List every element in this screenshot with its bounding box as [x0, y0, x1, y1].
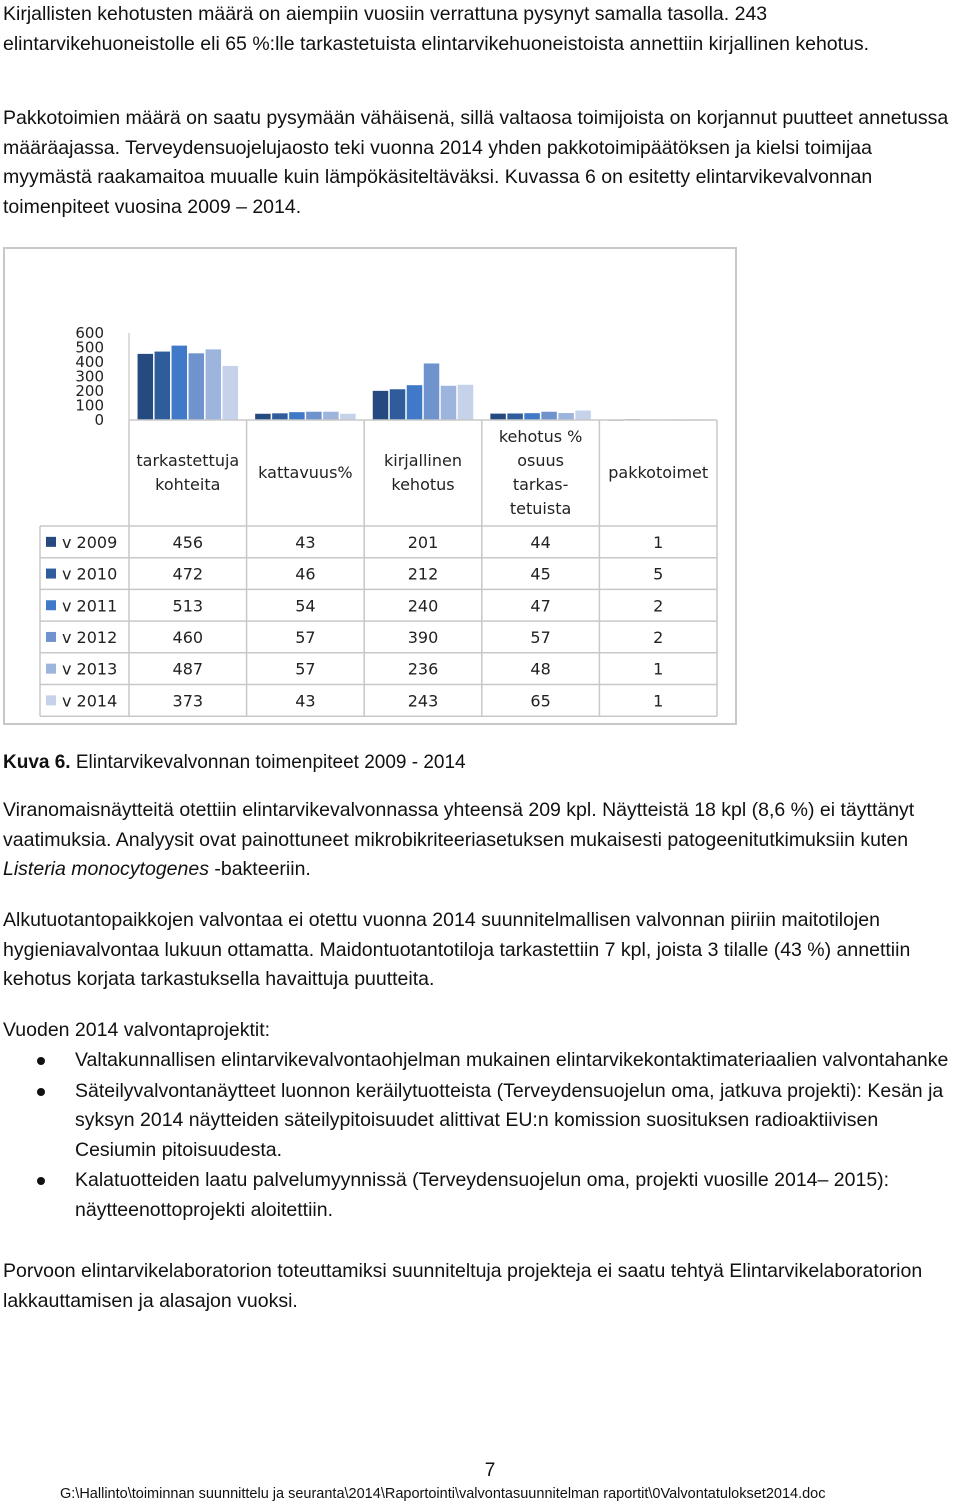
category-label: osuus [517, 451, 564, 470]
bar [524, 413, 540, 420]
p3-italic: Listeria monocytogenes [3, 858, 209, 881]
bar [441, 386, 457, 420]
bar-chart-with-data-table [5, 249, 735, 723]
legend-series-name: v 2009 [62, 532, 118, 552]
bar [306, 412, 322, 420]
data-value-label: 201 [407, 532, 439, 552]
data-value-label: 460 [172, 627, 204, 647]
data-value-label: 46 [295, 564, 316, 584]
category-label: kattavuus% [258, 463, 353, 482]
bar [373, 391, 389, 420]
caption-text: Elintarvikevalvonnan toimenpiteet 2009 - 2014 [70, 752, 466, 773]
legend-swatch [46, 600, 56, 610]
data-value-label: 243 [407, 691, 439, 711]
bar [541, 412, 557, 420]
data-value-label: 57 [295, 659, 316, 679]
data-value-label: 472 [172, 564, 204, 584]
bar [289, 412, 305, 420]
chart-figure [3, 247, 737, 725]
bullet-dot-icon [37, 1088, 45, 1096]
bar [424, 363, 440, 420]
bar [458, 385, 474, 420]
data-value-label: 43 [295, 532, 316, 552]
y-tick-label: 100 [75, 396, 104, 415]
p3-text-b: -bakteeriin. [208, 858, 311, 881]
category-label: kehotus % [498, 427, 583, 446]
y-tick-label: 500 [75, 338, 104, 357]
bar [155, 352, 171, 420]
list-item [0, 1046, 955, 1076]
bar [575, 411, 591, 420]
y-tick-label: 300 [75, 367, 104, 386]
paragraph-laboratorio: Porvoon elintarvikelaboratorion toteuttamiksi suunniteltuja projekteja ei saatu tehtyä Elintarvikelaboratorion lakkauttamisen ja alasajon vuoksi. [3, 1260, 923, 1312]
data-value-label: 65 [530, 691, 551, 711]
paragraph-alkutuotanto: Alkutuotantopaikkojen valvontaa ei otettu vuonna 2014 suunnitelmallisen valvonnan piiriin maitotilojen hygieniavalvontaa lukuun ottamatta. Maidontuotantotiloja tarkastettiin 7 kpl, joista 3 tilalle (43 %) annettiin kehotus korjata tarkastuksella havaittuja puutteita. [3, 909, 911, 991]
data-value-label: 212 [407, 564, 439, 584]
category-label: kirjallinen [384, 451, 462, 470]
paragraph-kehotukset: Kirjallisten kehotusten määrä on aiempiin vuosiin verrattuna pysynyt samalla tasolla. 243 elintarvikehuoneistolle eli 65 %:lle tarkastetuista elintarvikehuoneistoista annettiin kirjallinen kehotus. [3, 3, 870, 55]
bar [558, 413, 574, 420]
category-label: pakkotoimet [608, 463, 709, 482]
data-value-label: 1 [653, 532, 664, 552]
bar [390, 389, 406, 420]
data-value-label: 236 [407, 659, 439, 679]
bar [272, 413, 288, 420]
bar [223, 366, 239, 420]
paragraph-naytteet [3, 796, 958, 885]
data-value-label: 456 [172, 532, 204, 552]
y-tick-label: 400 [75, 353, 104, 371]
data-value-label: 487 [172, 659, 204, 679]
list-item-text: Kalatuotteiden laatu palvelumyynnissä (Terveydensuojelun oma, projekti vuosille 2014– 2015): näytteenottoprojekti aloitettiin. [75, 1169, 890, 1221]
bar [172, 346, 188, 420]
y-tick-label: 0 [94, 411, 104, 429]
figure-caption [3, 749, 466, 777]
legend-swatch [46, 537, 56, 547]
bar [138, 354, 154, 420]
legend-series-name: v 2013 [62, 659, 118, 679]
category-label: kehotus [391, 475, 455, 494]
project-list [0, 1046, 955, 1227]
data-value-label: 57 [530, 627, 551, 647]
data-value-label: 43 [295, 691, 316, 711]
bar [490, 414, 506, 420]
bar [407, 385, 423, 420]
category-label: tarkastettuja [136, 451, 240, 470]
data-value-label: 513 [172, 596, 204, 616]
data-value-label: 2 [653, 596, 664, 616]
data-value-label: 54 [295, 596, 316, 616]
bar [255, 414, 271, 420]
bar [189, 353, 205, 420]
legend-swatch [46, 664, 56, 674]
footer-file-path: G:\Hallinto\toiminnan suunnittelu ja seuranta\2014\Raportointi\valvontasuunnitelman raportit\0Valvontatulokset2014.doc [60, 1486, 826, 1502]
data-value-label: 1 [653, 659, 664, 679]
p3-text-a: Viranomaisnäytteitä otettiin elintarvikevalvonnassa yhteensä 209 kpl. Näytteistä 18 kpl (8,6 %) ei täyttänyt vaatimuksia. Analyysit ovat painottuneet mikrobikriteeriasetuksen mukaisesti patogeenitutkimuksiin kuten [3, 799, 915, 851]
legend-series-name: v 2012 [62, 627, 118, 647]
list-item [0, 1077, 955, 1166]
list-item-text: Valtakunnallisen elintarvikevalvontaohjelman mukainen elintarvikekontaktimateriaalien valvontahanke [75, 1049, 949, 1071]
category-label: kohteita [155, 475, 221, 494]
bar [206, 349, 222, 420]
data-value-label: 1 [653, 691, 664, 711]
list-item [0, 1166, 955, 1225]
caption-label: Kuva 6. [3, 752, 71, 773]
data-value-label: 44 [530, 532, 551, 552]
paragraph-projektit-heading: Vuoden 2014 valvontaprojektit: [3, 1019, 271, 1041]
data-value-label: 57 [295, 627, 316, 647]
bar [323, 412, 339, 420]
data-value-label: 45 [530, 564, 551, 584]
bar [507, 413, 522, 420]
legend-series-name: v 2011 [62, 596, 118, 616]
bullet-dot-icon [37, 1057, 45, 1065]
data-value-label: 390 [407, 627, 439, 647]
legend-swatch [46, 569, 56, 579]
legend-series-name: v 2010 [62, 564, 118, 584]
data-value-label: 5 [653, 564, 664, 584]
data-value-label: 47 [530, 596, 551, 616]
bullet-dot-icon [37, 1177, 45, 1185]
category-label: tetuista [509, 499, 572, 518]
data-value-label: 240 [407, 596, 439, 616]
legend-swatch [46, 695, 56, 705]
paragraph-pakkotoimet: Pakkotoimien määrä on saatu pysymään vähäisenä, sillä valtaosa toimijoista on korjannut puutteet annetussa määräajassa. Terveydensuojelujaosto teki vuonna 2014 yhden pakkotoimipäätöksen ja kielsi toimijaa myymästä raakamaitoa muualle kuin lämpökäsiteltäväksi. Kuvassa 6 on esitetty elintarvikevalvonnan toimenpiteet vuosina 2009 – 2014. [3, 107, 949, 218]
page-number: 7 [484, 1460, 496, 1481]
list-item-text: Säteilyvalvontanäytteet luonnon keräilytuotteista (Terveydensuojelun oma, jatkuva projekti): Kesän ja syksyn 2014 näytteiden säteilypitoisuudet alittivat EU:n komission suosituksen radioaktiivisen Cesiumin pitoisuudesta. [75, 1079, 944, 1161]
data-value-label: 373 [172, 691, 204, 711]
legend-series-name: v 2014 [62, 691, 118, 711]
category-label: tarkas- [512, 475, 569, 494]
bar [340, 414, 356, 420]
y-tick-label: 600 [75, 324, 104, 342]
data-value-label: 48 [530, 659, 551, 679]
y-tick-label: 200 [75, 382, 104, 400]
data-value-label: 2 [653, 627, 664, 647]
legend-swatch [46, 632, 56, 642]
